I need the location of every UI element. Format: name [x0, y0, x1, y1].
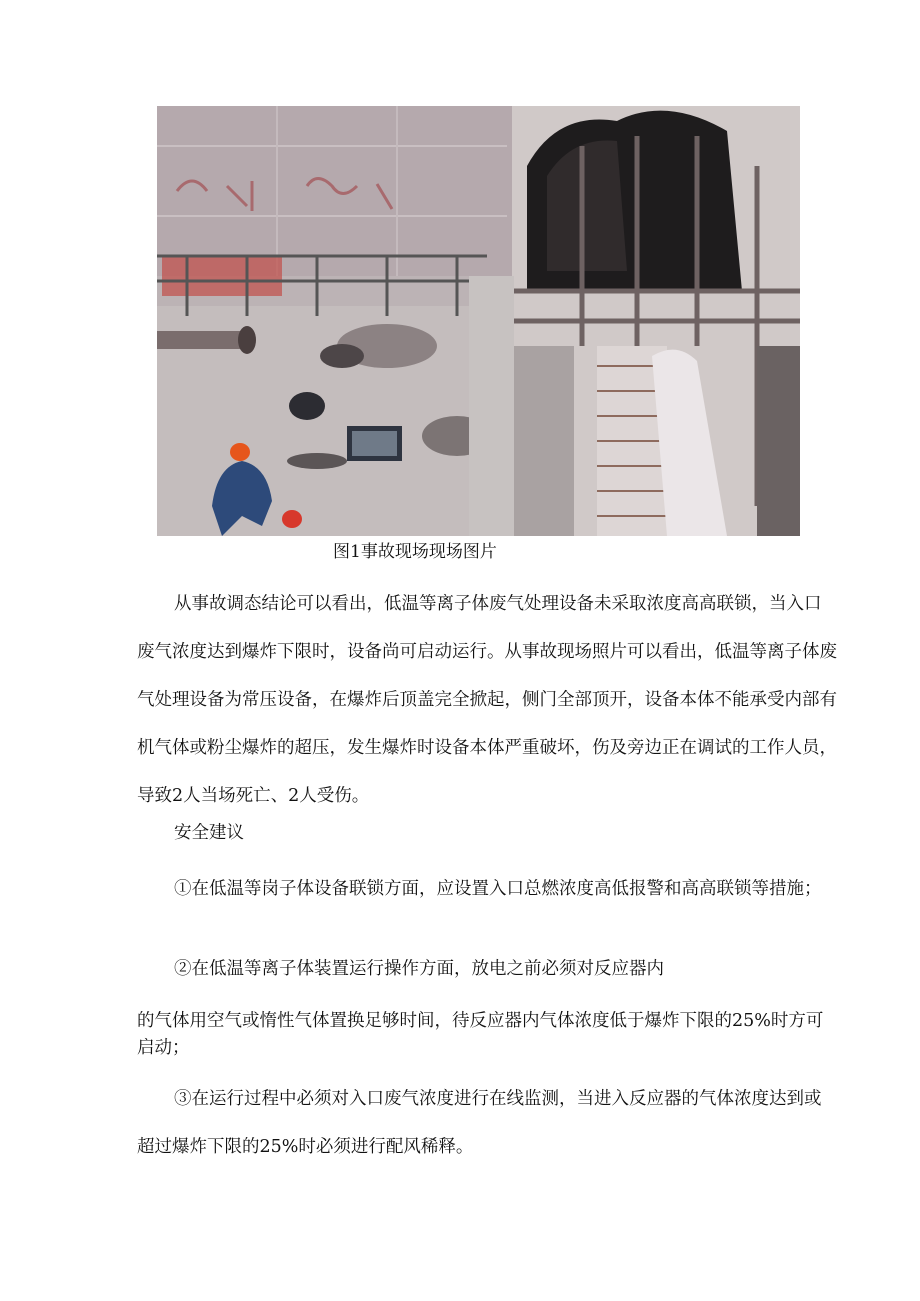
section-heading: 安全建议 [174, 823, 244, 843]
figure-caption: 图1事故现场现场图片 [333, 542, 497, 562]
conclusion-paragraph: 从事故调态结论可以看出，低温等离子体废气处理设备未采取浓度高高联锁，当入口废气浓度达到爆炸下限时，设备尚可启动运行。从事故现场照片可以看出，低温等离子体废气处理设备为常压设备，在爆炸后顶盖完全掀起，侧门全部顶开，设备本体不能承受内部有机气体或粉尘爆炸的超压，发生爆炸时设备本体严重破坏，伤及旁边正在调试的工作人员，导致2人当场死亡、2人受伤。 [137, 594, 837, 806]
recommendation-item-1: ①在低温等岗子体设备联锁方面，应设置入口总燃浓度高低报警和高高联锁等措施； [174, 879, 822, 899]
recommendation-item-2-line-2: 的气体用空气或惰性气体置换足够时间，待反应器内气体浓度低于爆炸下限的25%时方可启动； [137, 1011, 824, 1058]
recommendation-item-2-line-1: ②在低温等离子体装置运行操作方面，放电之前必须对反应器内 [174, 959, 664, 979]
recommendation-item-3: ③在运行过程中必须对入口废气浓度进行在线监测，当进入反应器的气体浓度达到或超过爆炸下限的25%时必须进行配风稀释。 [137, 1089, 822, 1157]
accident-scene-photo [157, 106, 800, 536]
accident-scene-illustration [157, 106, 800, 536]
